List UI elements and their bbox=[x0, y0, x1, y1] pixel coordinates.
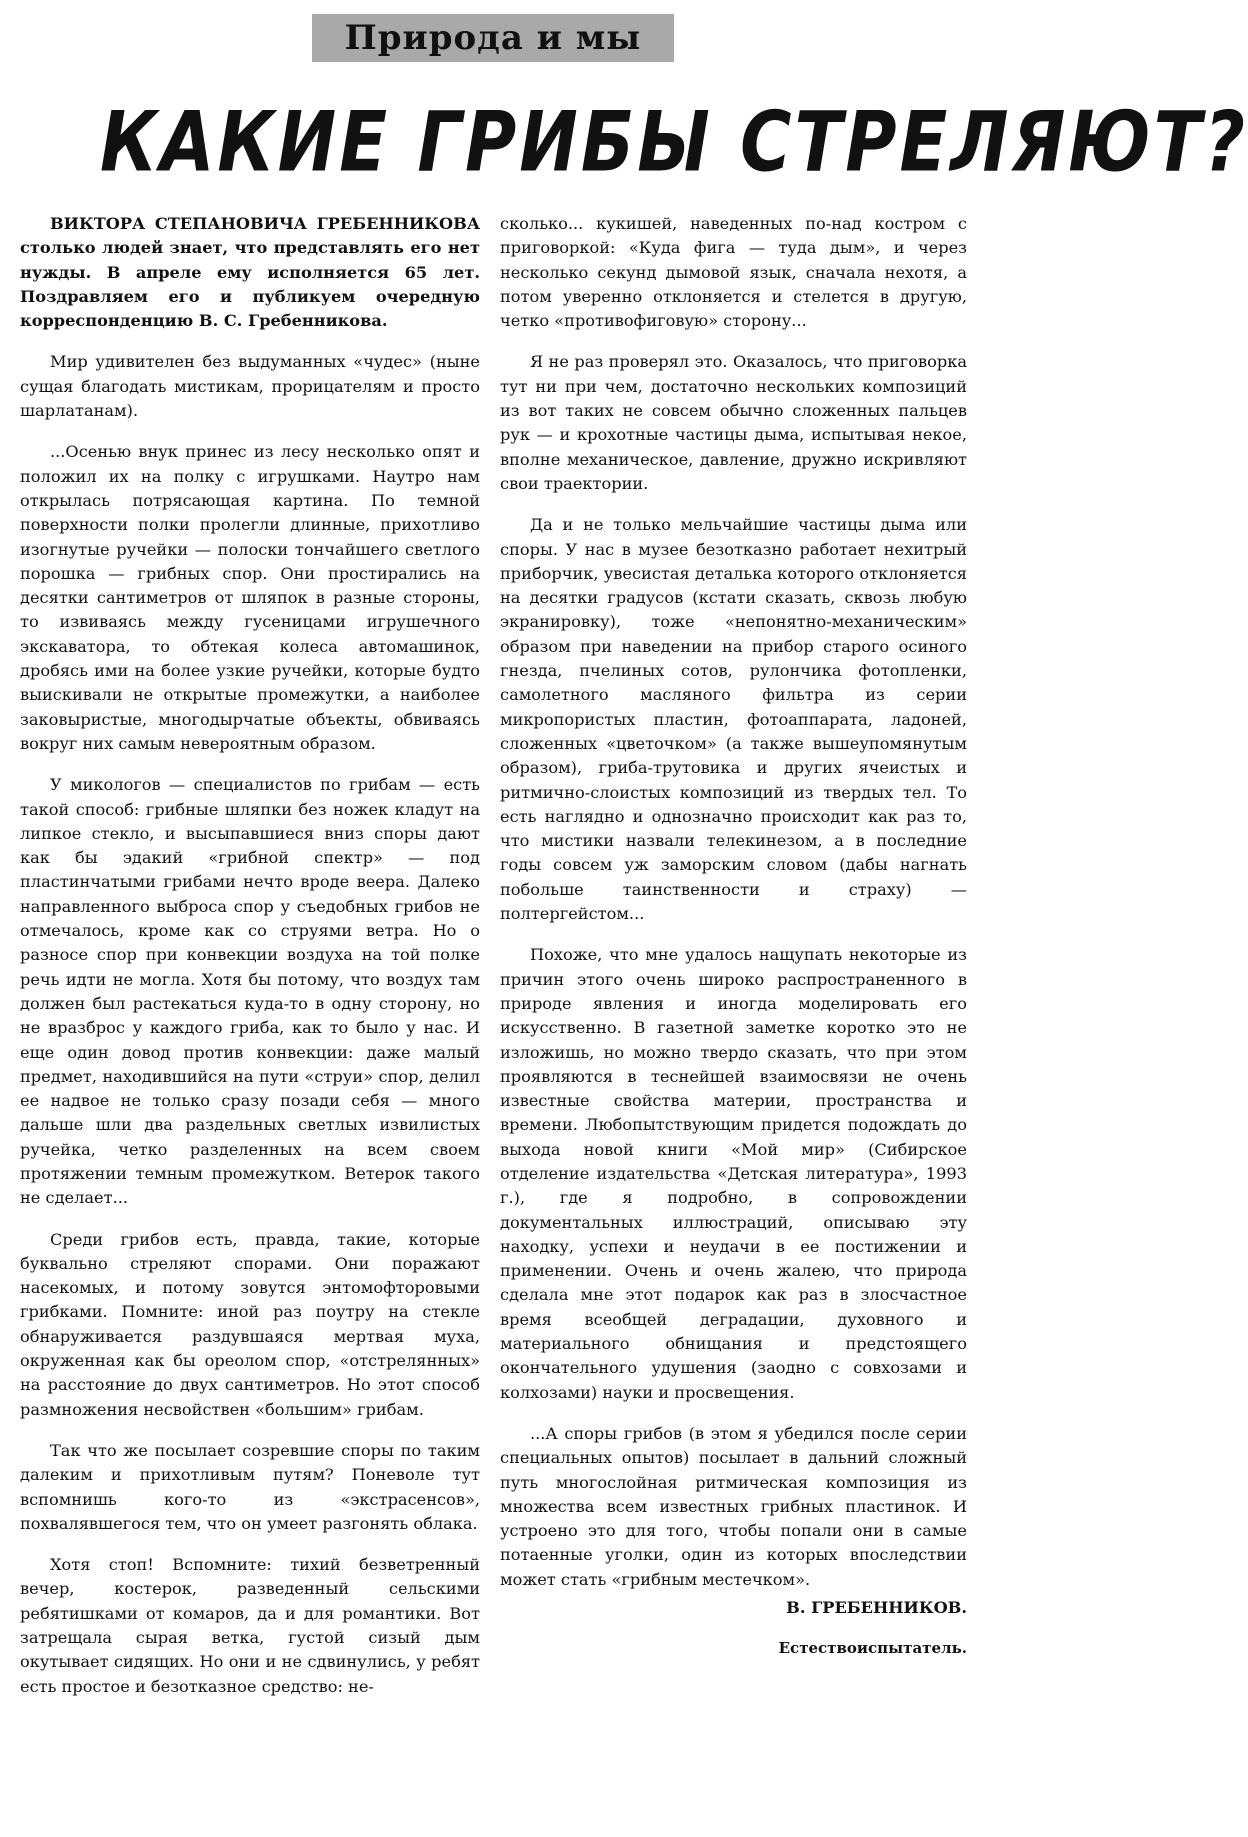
body-paragraph: Мир удивителен без выдуманных «чудес» (ныне сущая благодать мистикам, прорицателям и просто шарлатанам). bbox=[20, 352, 480, 421]
author-title: Естествоиспытатель. bbox=[778, 1639, 967, 1658]
author-signature: В. ГРЕБЕННИКОВ. bbox=[786, 1598, 967, 1618]
body-paragraph: У микологов — специалистов по грибам — есть такой способ: грибные шляпки без ножек кладут на липкое стекло, и высыпавшиеся вниз споры дают как бы эдакий «грибной спектр» — под пластинчатыми грибами нечто вроде веера. Далеко направленного выброса спор у съедобных грибов не отмечалось, кроме как со струями ветра. Но о разносе спор при конвекции воздуха на той полке речь идти не могла. Хотя бы потому, что воздух там должен был растекаться куда-то в одну сторону, но не вразброс у каждого гриба, как то было у нас. И еще один довод против конвекции: даже малый предмет, находившийся на пути «струи» спор, делил ее надвое не только сразу позади себя — много дальше шли два раздельных светлых извилистых ручейка, четко разделенных на всем своем протяжении темным промежутком. Ветерок такого не сделает... bbox=[20, 775, 480, 1208]
body-paragraph: Да и не только мельчайшие частицы дыма или споры. У нас в музее безотказно работает нехитрый приборчик, увесистая деталька которого отклоняется на десятки градусов (кстати сказать, сквозь любую экранировку), тоже «непонятно-механическим» образом при наведении на прибор старого осиного гнезда, пчелиных сотов, рулончика фотопленки, самолетного масляного фильтра из серии микропористых пластин, фотоаппарата, ладоней, сложенных «цветочком» (а также вышеупомянутым образом), гриба-трутовика и других ячеистых и ритмично-слоистых композиций из твердых тел. То есть наглядно и однозначно происходит как раз то, что мистики назвали телекинезом, а в последние годы совсем уж заморским словом (дабы нагнать побольше таинственности и страху) — полтергейстом... bbox=[500, 515, 967, 924]
right-column bbox=[500, 212, 967, 1676]
body-paragraph: сколько... кукишей, наведенных по-над костром с приговоркой: «Куда фига — туда дым», и через несколько секунд дымовой язык, сначала нехотя, а потом уверенно отклоняется и стелется в другую, четко «противофиговую» сторону... bbox=[500, 214, 967, 331]
body-paragraph: Так что же посылает созревшие споры по таким далеким и прихотливым путям? Поневоле тут вспомнишь кого-то из «экстрасенсов», похвалявшегося тем, что он умеет разгонять облака. bbox=[20, 1440, 480, 1533]
body-paragraph: Я не раз проверял это. Оказалось, что приговорка тут ни при чем, достаточно нескольких композиций из вот таких не совсем обычно сложенных пальцев рук — и крохотные частицы дыма, испытывая некое, вполне механическое, давление, дружно искривляют свои траектории. bbox=[500, 352, 967, 493]
rubric: Природа и мы bbox=[312, 14, 674, 62]
headline: КАКИЕ ГРИБЫ СТРЕЛЯЮТ? bbox=[100, 93, 1248, 191]
body-paragraph: Хотя стоп! Вспомните: тихий безветренный вечер, костерок, разведенный сельскими ребятишками от комаров, да и для романтики. Вот затрещала сырая ветка, густой сизый дым окутывает сидящих. Но они и не сдвинулись, у ребят есть простое и безотказное средство: не- bbox=[20, 1555, 480, 1696]
body-paragraph: Похоже, что мне удалось нащупать некоторые из причин этого очень широко распространенного в природе явления и иногда моделировать его искусственно. В газетной заметке коротко это не изложишь, но можно твердо сказать, что при этом проявляются в теснейшей взаимосвязи не очень известные свойства материи, пространства и времени. Любопытствующим придется подождать до выхода новой книги «Мой мир» (Сибирское отделение издательства «Детская литература», 1993 г.), где я подробно, в сопровождении документальных иллюстраций, описываю эту находку, успехи и неудачи в ее постижении и применении. Очень и очень жалею, что природа сделала мне этот подарок как раз в злосчастное время всеобщей деградации, духовного и материального обнищания и предстоящего окончательного удушения (заодно с совхозами и колхозами) науки и просвещения. bbox=[500, 945, 967, 1402]
body-paragraph: ...А споры грибов (в этом я убедился после серии специальных опытов) посылает в дальний сложный путь многослойная ритмическая композиция из множества всем известных грибных пластинок. И устроено это для того, чтобы попали они в самые потаенные уголки, один из которых впоследствии может стать «грибным местечком». bbox=[500, 1423, 967, 1589]
body-paragraph: ...Осенью внук принес из лесу несколько опят и положил их на полку с игрушками. Наутро нам открылась потрясающая картина. По темной поверхности полки пролегли длинные, прихотливо изогнутые ручейки — полоски тончайшего светлого порошка — грибных спор. Они простирались на десятки сантиметров от шляпок в разные стороны, то извиваясь между гусеницами игрушечного экскаватора, то обтекая колеса автомашинок, дробясь ими на более узкие ручейки, которые будто выискивали не открытые промежутки, а наиболее заковыристые, многодырчатые объекты, обвиваясь вокруг них самым невероятным образом. bbox=[20, 442, 480, 753]
intro-paragraph: ВИКТОРА СТЕПАНОВИЧА ГРЕБЕННИКОВА столько людей знает, что представлять его нет нужды. В апреле ему исполняется 65 лет. Поздравляем его и публикуем очередную корреспонденцию В. С. Гребенникова. bbox=[20, 214, 480, 331]
left-column bbox=[20, 212, 480, 1716]
body-paragraph: Среди грибов есть, правда, такие, которые буквально стреляют спорами. Они поражают насекомых, и потому зовутся энтомофторовыми грибками. Помните: иной раз поутру на стекле обнаруживается раздувшаяся мертвая муха, окруженная как бы ореолом спор, «отстрелянных» на расстояние до двух сантиметров. Но этот способ размножения несвойствен «большим» грибам. bbox=[20, 1229, 480, 1419]
